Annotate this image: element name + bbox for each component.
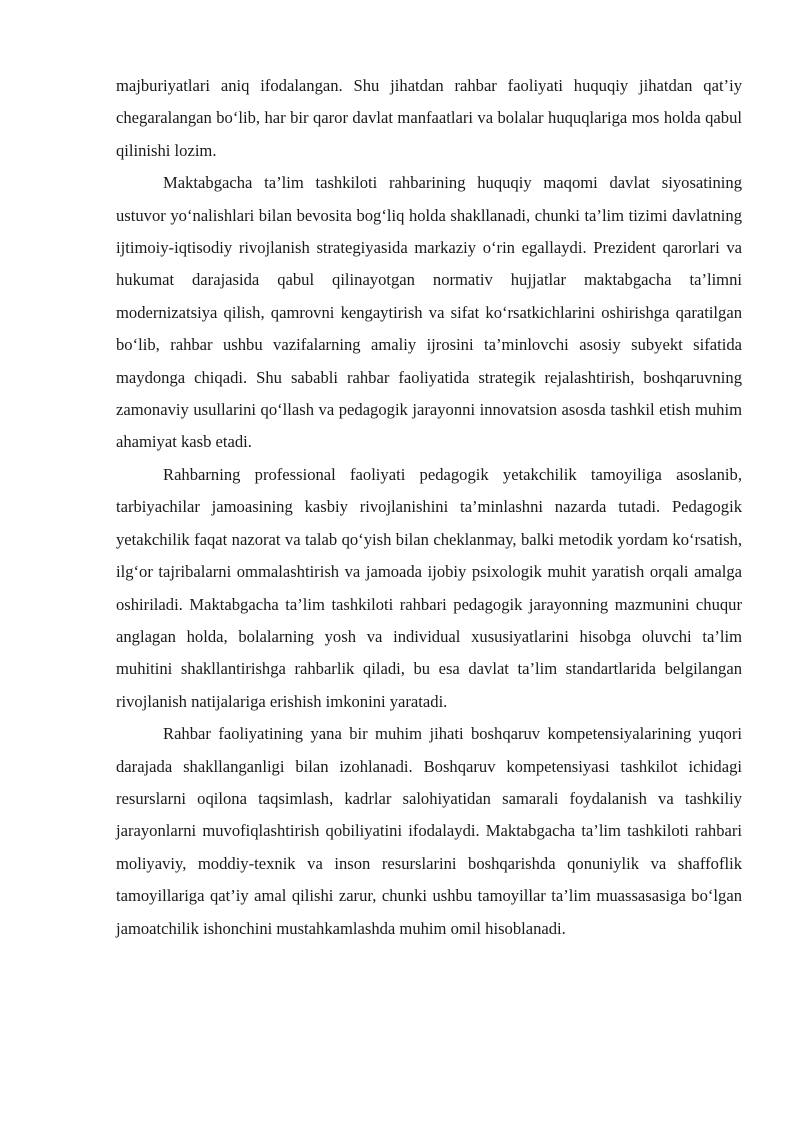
paragraph-management-competence: Rahbar faoliyatining yana bir muhim jihati boshqaruv kompetensiyalarining yuqori darajada shakllanganligi bilan izohlanadi. Boshqaruv kompetensiyasi tashkilot ichidagi resurslarni oqilona taqsimlash, kadrlar salohiyatidan samarali foydalanish va tashkiliy jarayonlarni muvofiqlashtirish qobiliyatini ifodalaydi. Maktabgacha ta’lim tashkiloti rahbari moliyaviy, moddiy-texnik va inson resurslarini boshqarishda qonuniylik va shaffoflik tamoyillariga qat’iy amal qilishi zarur, chunki ushbu tamoyillar ta’lim muassasasiga bo‘lgan jamoatchilik ishonchini mustahkamlashda muhim omil hisoblanadi.	[116, 724, 742, 938]
paragraph-pedagogical-leadership: Rahbarning professional faoliyati pedagogik yetakchilik tamoyiliga asoslanib, tarbiyachilar jamoasining kasbiy rivojlanishini ta’minlashni nazarda tutadi. Pedagogik yetakchilik faqat nazorat va talab qo‘yish bilan cheklanmay, balki metodik yordam ko‘rsatish, ilg‘or tajribalarni ommalashtirish va jamoada ijobiy psixologik muhit yaratish orqali amalga oshiriladi. Maktabgacha ta’lim tashkiloti rahbari pedagogik jarayonning mazmunini chuqur anglagan holda, bolalarning yosh va individual xususiyatlarini hisobga oluvchi ta’lim muhitini shakllantirishga rahbarlik qiladi, bu esa davlat ta’lim standartlarida belgilangan rivojlanish natijalariga erishish imkonini yaratadi.	[116, 464, 742, 711]
paragraph-legal-status: Maktabgacha ta’lim tashkiloti rahbarining huquqiy maqomi davlat siyosatining ustuvor yo‘nalishlari bilan bevosita bog‘liq holda shakllanadi, chunki ta’lim tizimi davlatning ijtimoiy-iqtisodiy rivojlanish strategiyasida markaziy o‘rin egallaydi. Prezident qarorlari va hukumat darajasida qabul qilinayotgan normativ hujjatlar maktabgacha ta’limni modernizatsiya qilish, qamrovni kengaytirish va sifat ko‘rsatkichlarini oshirishga qaratilgan bo‘lib, rahbar ushbu vazifalarning amaliy ijrosini ta’minlovchi asosiy subyekt sifatida maydonga chiqadi. Shu sababli rahbar faoliyatida strategik rejalashtirish, boshqaruvning zamonaviy usullarini qo‘llash va pedagogik jarayonni innovatsion asosda tashkil etish muhim ahamiyat kasb etadi.	[116, 173, 742, 452]
body-text	[116, 70, 742, 945]
paragraph-continuation: majburiyatlari aniq ifodalangan. Shu jihatdan rahbar faoliyati huquqiy jihatdan qat’iy chegaralangan bo‘lib, har bir qaror davlat manfaatlari va bolalar huquqlariga mos holda qabul qilinishi lozim.	[116, 76, 742, 160]
